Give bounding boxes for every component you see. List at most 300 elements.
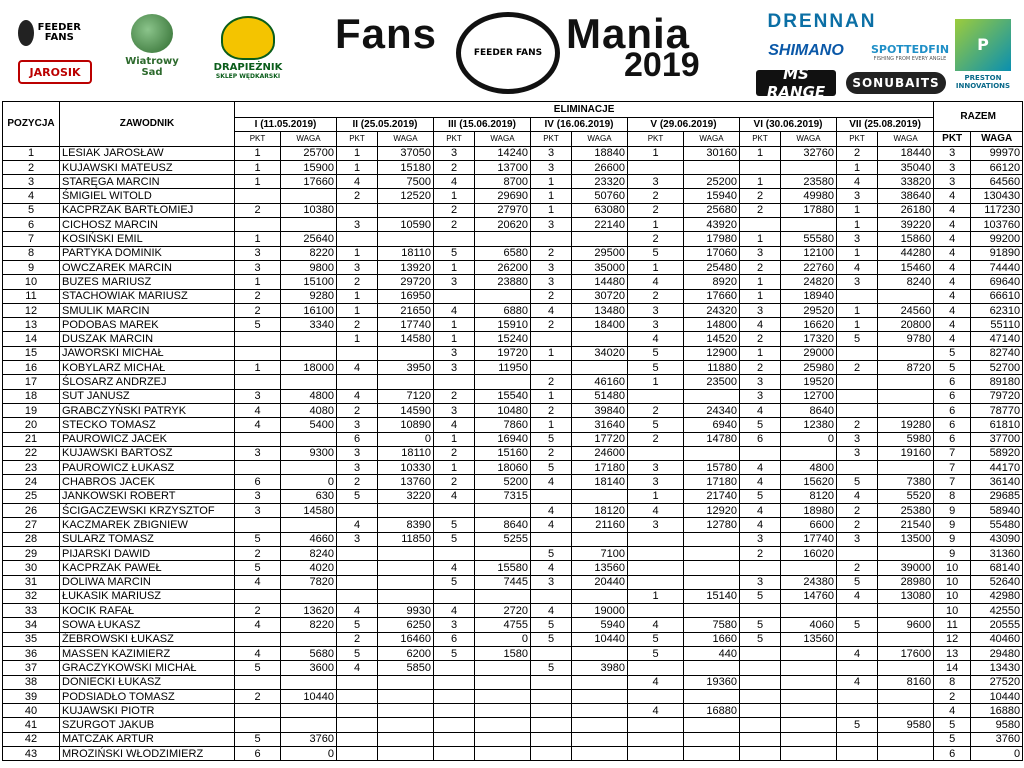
round-waga-cell: 51480 — [572, 389, 628, 403]
jarosik-logo: JAROSIK — [18, 60, 92, 84]
round-pkt-cell — [628, 532, 684, 546]
round-pkt-cell — [434, 504, 475, 518]
round-pkt-cell — [628, 446, 684, 460]
round-pkt-cell: 2 — [628, 232, 684, 246]
round-waga-cell — [572, 361, 628, 375]
round-waga-cell — [684, 604, 740, 618]
round-pkt-cell: 3 — [740, 303, 781, 317]
total-waga-cell: 47140 — [971, 332, 1023, 346]
round-pkt-cell: 3 — [628, 518, 684, 532]
round-waga-cell: 13700 — [475, 160, 531, 174]
round-waga-cell: 12520 — [378, 189, 434, 203]
round-waga-cell: 10440 — [572, 632, 628, 646]
table-row — [3, 418, 1023, 432]
round-waga-cell: 10590 — [378, 218, 434, 232]
round-waga-cell: 13560 — [572, 561, 628, 575]
round-waga-cell: 18110 — [378, 246, 434, 260]
competitor-name-cell: PAUROWICZ ŁUKASZ — [60, 461, 235, 475]
round-waga-cell — [684, 747, 740, 761]
round-waga-cell: 16940 — [475, 432, 531, 446]
round-waga-cell — [572, 589, 628, 603]
position-cell: 19 — [3, 403, 60, 417]
round-pkt-cell: 4 — [837, 589, 878, 603]
round-waga-cell: 25680 — [684, 203, 740, 217]
round-waga-cell: 14780 — [684, 432, 740, 446]
round-pkt-cell: 6 — [434, 632, 475, 646]
round-waga-cell: 7860 — [475, 418, 531, 432]
round-waga-cell: 14480 — [572, 275, 628, 289]
total-pkt-cell: 5 — [934, 732, 971, 746]
round-pkt-cell: 1 — [837, 303, 878, 317]
round-pkt-cell: 2 — [337, 275, 378, 289]
round-waga-cell: 23500 — [684, 375, 740, 389]
competitor-name-cell: GRACZYKOWSKI MICHAŁ — [60, 661, 235, 675]
round-pkt-cell: 4 — [337, 175, 378, 189]
position-cell: 40 — [3, 704, 60, 718]
round-pkt-cell: 1 — [337, 146, 378, 160]
position-cell: 15 — [3, 346, 60, 360]
table-row — [3, 189, 1023, 203]
round-pkt-cell: 5 — [434, 575, 475, 589]
competitor-name-cell: PARTYKA DOMINIK — [60, 246, 235, 260]
round-pkt-cell — [837, 747, 878, 761]
round-pkt-cell — [740, 646, 781, 660]
total-waga-cell: 55110 — [971, 318, 1023, 332]
round-pkt-cell: 1 — [337, 246, 378, 260]
total-waga-cell: 29685 — [971, 489, 1023, 503]
round-pkt-cell: 2 — [837, 518, 878, 532]
round-waga-cell: 39840 — [572, 403, 628, 417]
total-waga-cell: 0 — [971, 747, 1023, 761]
round-pkt-cell: 2 — [628, 403, 684, 417]
round-waga-cell: 12700 — [781, 389, 837, 403]
round-waga-cell: 35000 — [572, 260, 628, 274]
round-waga-cell: 18120 — [572, 504, 628, 518]
round-pkt-cell: 1 — [531, 203, 572, 217]
round-waga-cell: 17320 — [781, 332, 837, 346]
round-pkt-cell — [337, 375, 378, 389]
round-waga-cell — [475, 589, 531, 603]
round-waga-cell — [572, 646, 628, 660]
table-row — [3, 275, 1023, 289]
round-waga-cell: 15620 — [781, 475, 837, 489]
title-year: 2019 — [624, 46, 700, 84]
total-pkt-cell: 10 — [934, 589, 971, 603]
round-pkt-cell — [337, 546, 378, 560]
total-pkt-cell: 10 — [934, 604, 971, 618]
round-waga-cell — [378, 375, 434, 389]
round-pkt-cell — [235, 432, 281, 446]
competitor-name-cell: KUJAWSKI MATEUSZ — [60, 160, 235, 174]
total-waga-cell: 27520 — [971, 675, 1023, 689]
position-cell: 1 — [3, 146, 60, 160]
table-row — [3, 747, 1023, 761]
round-pkt-cell: 2 — [740, 361, 781, 375]
round-waga-cell: 0 — [281, 475, 337, 489]
table-row — [3, 532, 1023, 546]
round-pkt-cell: 5 — [837, 475, 878, 489]
round-waga-cell: 5850 — [378, 661, 434, 675]
round-pkt-cell — [837, 461, 878, 475]
table-row — [3, 575, 1023, 589]
competitor-name-cell: STACHOWIAK MARIUSZ — [60, 289, 235, 303]
table-row — [3, 604, 1023, 618]
round-waga-cell — [281, 675, 337, 689]
spottedfin-logo: SPOTTEDFIN FISHING FROM EVERY ANGLE — [870, 42, 950, 62]
round-pkt-cell: 3 — [434, 403, 475, 417]
position-cell: 12 — [3, 303, 60, 317]
round-waga-cell — [475, 704, 531, 718]
total-waga-cell: 61810 — [971, 418, 1023, 432]
round-waga-cell: 4080 — [281, 403, 337, 417]
round-waga-cell — [781, 446, 837, 460]
round-waga-cell — [684, 689, 740, 703]
round-waga-cell: 22140 — [572, 218, 628, 232]
round-waga-cell — [475, 747, 531, 761]
round-waga-cell — [378, 504, 434, 518]
round-waga-cell: 24340 — [684, 403, 740, 417]
round-waga-cell: 8240 — [281, 546, 337, 560]
round-waga-cell: 19720 — [475, 346, 531, 360]
round-pkt-cell: 5 — [235, 661, 281, 675]
round-waga-cell — [572, 732, 628, 746]
total-pkt-cell: 4 — [934, 275, 971, 289]
round-pkt-cell: 3 — [837, 275, 878, 289]
round-pkt-cell: 3 — [337, 446, 378, 460]
round-pkt-cell — [337, 747, 378, 761]
round-waga-cell — [781, 661, 837, 675]
competitor-name-cell: ŁUKASIK MARIUSZ — [60, 589, 235, 603]
round-pkt-cell: 4 — [628, 675, 684, 689]
round-pkt-cell — [337, 561, 378, 575]
round-pkt-cell: 3 — [837, 446, 878, 460]
round-pkt-cell: 4 — [337, 389, 378, 403]
round-pkt-cell: 2 — [837, 146, 878, 160]
table-row — [3, 246, 1023, 260]
round-pkt-cell: 5 — [628, 646, 684, 660]
round-pkt-cell: 4 — [235, 646, 281, 660]
group-total: RAZEM — [934, 102, 1023, 132]
round-waga-cell: 18440 — [878, 146, 934, 160]
round-7-waga-header: WAGA — [878, 132, 934, 146]
round-waga-cell: 1580 — [475, 646, 531, 660]
round-pkt-cell: 1 — [434, 332, 475, 346]
round-pkt-cell — [740, 732, 781, 746]
round-pkt-cell: 4 — [628, 504, 684, 518]
total-waga-cell: 16880 — [971, 704, 1023, 718]
total-waga-cell: 103760 — [971, 218, 1023, 232]
round-pkt-cell: 2 — [837, 418, 878, 432]
round-pkt-cell: 4 — [837, 489, 878, 503]
round-waga-cell: 22760 — [781, 260, 837, 274]
round-waga-cell: 35040 — [878, 160, 934, 174]
total-waga-cell: 42980 — [971, 589, 1023, 603]
total-waga-cell: 10440 — [971, 689, 1023, 703]
competitor-name-cell: KACPRZAK BARTŁOMIEJ — [60, 203, 235, 217]
round-pkt-cell: 3 — [740, 389, 781, 403]
position-cell: 5 — [3, 203, 60, 217]
round-pkt-cell: 1 — [740, 275, 781, 289]
round-pkt-cell — [337, 504, 378, 518]
total-pkt-cell: 6 — [934, 418, 971, 432]
round-pkt-cell — [434, 661, 475, 675]
round-pkt-cell — [740, 561, 781, 575]
round-pkt-cell: 4 — [740, 403, 781, 417]
round-pkt-cell — [628, 747, 684, 761]
tree-icon — [131, 14, 173, 53]
round-waga-cell: 6880 — [475, 303, 531, 317]
preston-mark-icon: P — [955, 19, 1011, 71]
round-pkt-cell — [837, 375, 878, 389]
total-pkt-cell: 6 — [934, 375, 971, 389]
round-pkt-cell: 3 — [740, 246, 781, 260]
position-cell: 27 — [3, 518, 60, 532]
round-pkt-cell: 5 — [434, 518, 475, 532]
round-6-waga-header: WAGA — [781, 132, 837, 146]
round-pkt-cell — [337, 718, 378, 732]
total-pkt-cell: 7 — [934, 461, 971, 475]
round-pkt-cell — [434, 689, 475, 703]
round-pkt-cell: 1 — [235, 160, 281, 174]
round-waga-cell: 16880 — [684, 704, 740, 718]
round-pkt-cell: 5 — [434, 646, 475, 660]
round-pkt-cell: 5 — [628, 632, 684, 646]
round-waga-cell — [878, 546, 934, 560]
round-pkt-cell: 6 — [235, 747, 281, 761]
round-waga-cell: 12920 — [684, 504, 740, 518]
round-waga-cell — [781, 218, 837, 232]
round-pkt-cell — [628, 575, 684, 589]
round-pkt-cell — [628, 718, 684, 732]
round-pkt-cell: 5 — [235, 318, 281, 332]
position-cell: 31 — [3, 575, 60, 589]
competitor-name-cell: CICHOSZ MARCIN — [60, 218, 235, 232]
shark-icon — [221, 16, 275, 60]
round-header-6: VI (30.06.2019) — [740, 118, 837, 132]
round-5-waga-header: WAGA — [684, 132, 740, 146]
round-pkt-cell: 5 — [740, 418, 781, 432]
round-waga-cell: 23320 — [572, 175, 628, 189]
round-pkt-cell: 4 — [740, 518, 781, 532]
position-cell: 42 — [3, 732, 60, 746]
round-pkt-cell: 2 — [531, 375, 572, 389]
round-waga-cell: 46160 — [572, 375, 628, 389]
competitor-name-cell: ŚCIGACZEWSKI KRZYSZTOF — [60, 504, 235, 518]
round-pkt-cell: 1 — [337, 332, 378, 346]
round-waga-cell: 0 — [781, 432, 837, 446]
round-pkt-cell — [531, 232, 572, 246]
round-pkt-cell: 3 — [337, 260, 378, 274]
competitor-name-cell: STECKO TOMASZ — [60, 418, 235, 432]
round-pkt-cell — [434, 747, 475, 761]
round-waga-cell: 9300 — [281, 446, 337, 460]
round-pkt-cell: 5 — [531, 461, 572, 475]
total-pkt-cell: 10 — [934, 575, 971, 589]
total-pkt-cell: 4 — [934, 246, 971, 260]
round-waga-cell: 17660 — [281, 175, 337, 189]
round-pkt-cell: 4 — [837, 646, 878, 660]
round-waga-cell: 17180 — [572, 461, 628, 475]
total-waga-cell: 64560 — [971, 175, 1023, 189]
round-pkt-cell: 2 — [337, 189, 378, 203]
round-pkt-cell — [837, 389, 878, 403]
round-waga-cell — [878, 604, 934, 618]
round-waga-cell: 15780 — [684, 461, 740, 475]
round-waga-cell: 0 — [281, 747, 337, 761]
round-pkt-cell — [235, 518, 281, 532]
round-waga-cell: 26200 — [475, 260, 531, 274]
round-pkt-cell: 3 — [531, 275, 572, 289]
group-eliminations: ELIMINACJE — [235, 102, 934, 118]
round-waga-cell: 12780 — [684, 518, 740, 532]
round-waga-cell: 8220 — [281, 618, 337, 632]
round-waga-cell: 8700 — [475, 175, 531, 189]
round-pkt-cell — [337, 704, 378, 718]
round-pkt-cell: 4 — [235, 575, 281, 589]
round-pkt-cell: 5 — [628, 361, 684, 375]
round-pkt-cell: 5 — [740, 489, 781, 503]
round-waga-cell: 630 — [281, 489, 337, 503]
round-pkt-cell: 5 — [531, 632, 572, 646]
total-waga-cell: 82740 — [971, 346, 1023, 360]
total-waga-cell: 40460 — [971, 632, 1023, 646]
competitor-name-cell: SOWA ŁUKASZ — [60, 618, 235, 632]
round-waga-cell: 9600 — [878, 618, 934, 632]
round-pkt-cell: 3 — [740, 532, 781, 546]
round-pkt-cell: 1 — [531, 346, 572, 360]
round-pkt-cell — [434, 589, 475, 603]
round-waga-cell: 37050 — [378, 146, 434, 160]
position-cell: 6 — [3, 218, 60, 232]
total-waga-cell: 58920 — [971, 446, 1023, 460]
round-pkt-cell: 2 — [740, 260, 781, 274]
round-waga-cell: 39220 — [878, 218, 934, 232]
round-waga-cell — [878, 661, 934, 675]
round-waga-cell: 16460 — [378, 632, 434, 646]
round-pkt-cell: 2 — [531, 246, 572, 260]
competitor-name-cell: KOBYLARZ MICHAŁ — [60, 361, 235, 375]
round-waga-cell — [878, 375, 934, 389]
round-waga-cell: 8640 — [475, 518, 531, 532]
round-pkt-cell: 5 — [434, 246, 475, 260]
round-waga-cell: 14580 — [281, 504, 337, 518]
competitor-name-cell: GRABCZYŃSKI PATRYK — [60, 403, 235, 417]
fisherman-icon — [18, 20, 34, 46]
round-pkt-cell — [531, 489, 572, 503]
round-pkt-cell: 3 — [235, 260, 281, 274]
round-pkt-cell: 3 — [837, 532, 878, 546]
total-waga-cell: 91890 — [971, 246, 1023, 260]
table-row — [3, 561, 1023, 575]
total-waga-cell: 9580 — [971, 718, 1023, 732]
round-waga-cell: 16020 — [781, 546, 837, 560]
competitor-name-cell: ŚMIGIEL WITOLD — [60, 189, 235, 203]
round-pkt-cell — [628, 546, 684, 560]
position-cell: 34 — [3, 618, 60, 632]
round-waga-cell: 9930 — [378, 604, 434, 618]
round-pkt-cell: 4 — [628, 618, 684, 632]
round-pkt-cell: 5 — [837, 718, 878, 732]
round-waga-cell — [684, 160, 740, 174]
round-waga-cell: 8120 — [781, 489, 837, 503]
round-pkt-cell: 4 — [531, 475, 572, 489]
position-cell: 41 — [3, 718, 60, 732]
round-pkt-cell: 4 — [434, 604, 475, 618]
round-pkt-cell: 2 — [235, 289, 281, 303]
round-waga-cell: 16950 — [378, 289, 434, 303]
table-row — [3, 175, 1023, 189]
position-cell: 30 — [3, 561, 60, 575]
round-waga-cell — [878, 403, 934, 417]
total-pkt-cell: 3 — [934, 146, 971, 160]
table-row — [3, 218, 1023, 232]
round-header-5: V (29.06.2019) — [628, 118, 740, 132]
table-row — [3, 618, 1023, 632]
round-pkt-cell: 2 — [337, 475, 378, 489]
round-waga-cell — [281, 718, 337, 732]
round-header-4: IV (16.06.2019) — [531, 118, 628, 132]
round-header-3: III (15.06.2019) — [434, 118, 531, 132]
total-waga-cell: 43090 — [971, 532, 1023, 546]
competitor-name-cell: ŚLOSARZ ANDRZEJ — [60, 375, 235, 389]
round-pkt-cell — [337, 346, 378, 360]
round-waga-cell: 14590 — [378, 403, 434, 417]
round-waga-cell: 10380 — [281, 203, 337, 217]
round-pkt-cell: 5 — [531, 618, 572, 632]
round-waga-cell — [878, 747, 934, 761]
round-waga-cell: 15540 — [475, 389, 531, 403]
total-pkt-header: PKT — [934, 132, 971, 146]
round-waga-cell: 23580 — [781, 175, 837, 189]
table-row — [3, 318, 1023, 332]
round-waga-cell: 55580 — [781, 232, 837, 246]
total-waga-cell: 89180 — [971, 375, 1023, 389]
round-waga-cell: 13080 — [878, 589, 934, 603]
round-pkt-cell: 2 — [434, 218, 475, 232]
round-waga-cell: 7820 — [281, 575, 337, 589]
round-waga-cell: 19360 — [684, 675, 740, 689]
round-waga-cell: 10480 — [475, 403, 531, 417]
round-waga-cell — [475, 732, 531, 746]
round-waga-cell: 17740 — [378, 318, 434, 332]
round-pkt-cell: 1 — [531, 175, 572, 189]
round-pkt-cell: 4 — [337, 518, 378, 532]
position-cell: 14 — [3, 332, 60, 346]
round-pkt-cell: 3 — [531, 575, 572, 589]
round-waga-cell: 4020 — [281, 561, 337, 575]
round-waga-cell — [684, 532, 740, 546]
round-pkt-cell: 4 — [837, 675, 878, 689]
round-pkt-cell — [837, 403, 878, 417]
round-waga-cell: 5400 — [281, 418, 337, 432]
round-waga-cell — [281, 461, 337, 475]
round-waga-cell: 20620 — [475, 218, 531, 232]
round-waga-cell — [781, 704, 837, 718]
round-waga-cell: 5980 — [878, 432, 934, 446]
total-waga-cell: 68140 — [971, 561, 1023, 575]
round-pkt-cell — [740, 704, 781, 718]
round-pkt-cell — [434, 704, 475, 718]
round-pkt-cell: 3 — [337, 218, 378, 232]
competitor-name-cell: KACZMAREK ZBIGNIEW — [60, 518, 235, 532]
round-pkt-cell: 1 — [740, 146, 781, 160]
round-pkt-cell: 4 — [740, 318, 781, 332]
round-waga-cell: 13620 — [281, 604, 337, 618]
round-waga-cell: 6250 — [378, 618, 434, 632]
position-cell: 2 — [3, 160, 60, 174]
round-waga-cell — [878, 346, 934, 360]
round-pkt-cell: 3 — [434, 146, 475, 160]
